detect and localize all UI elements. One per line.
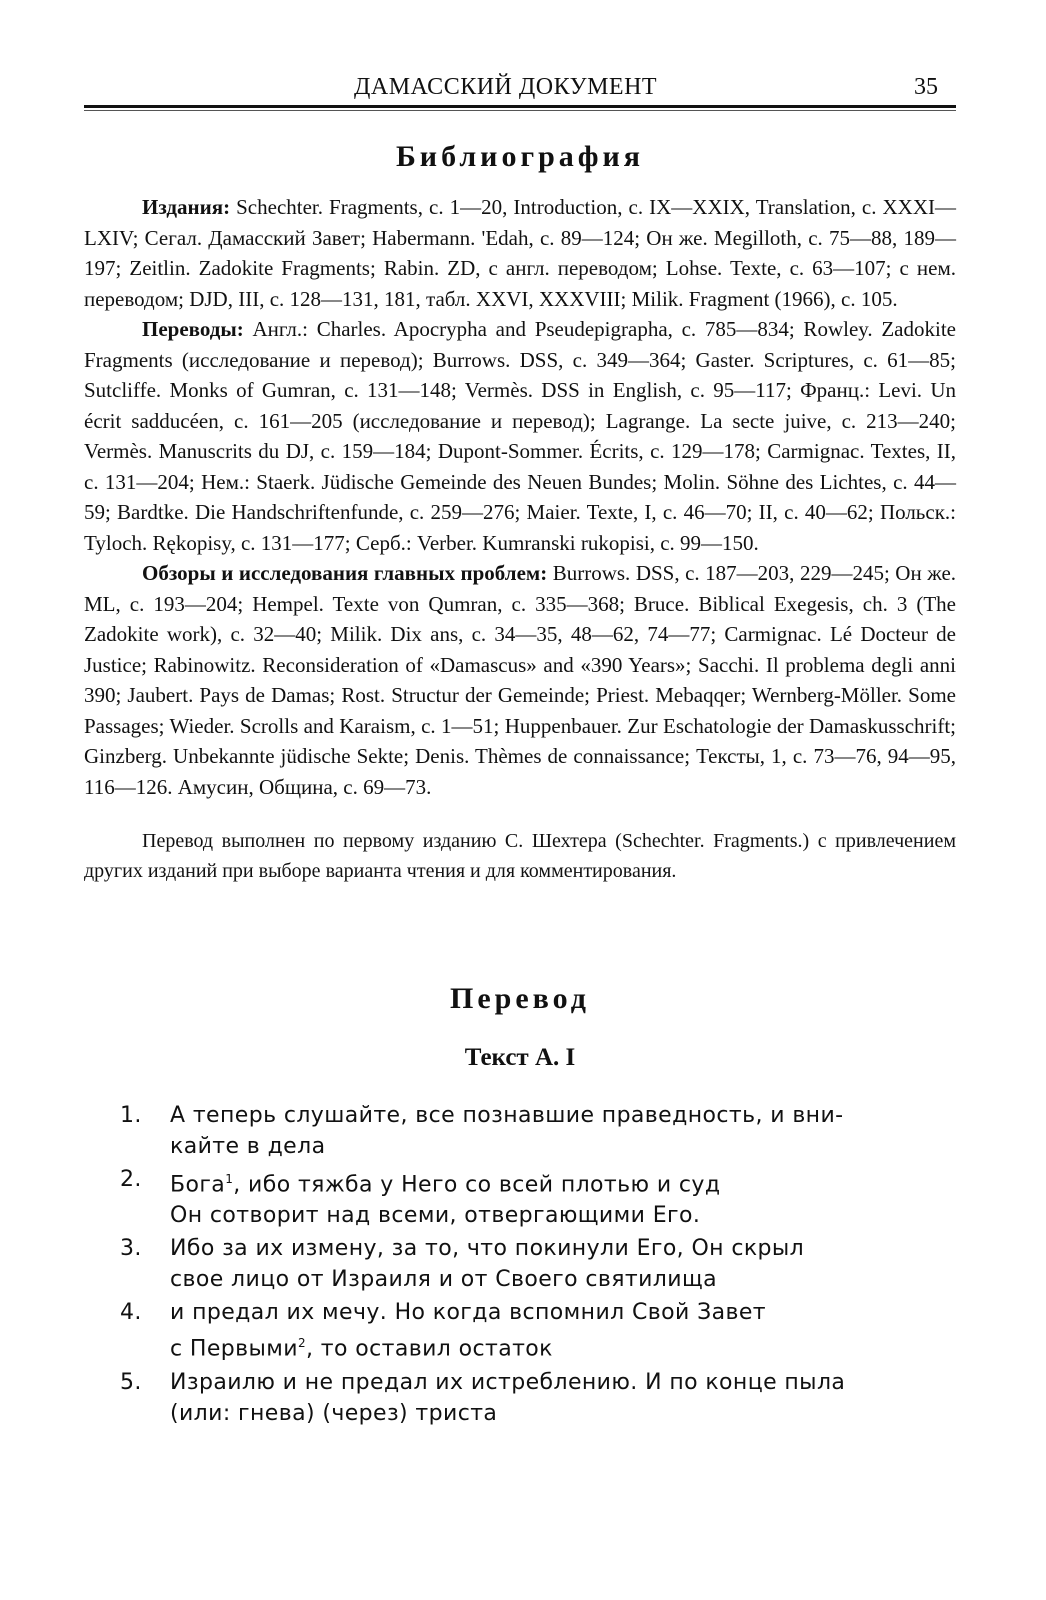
translation-title: Перевод bbox=[450, 982, 590, 1015]
footnote-marker: 1 bbox=[225, 1172, 234, 1186]
translations-paragraph bbox=[84, 314, 956, 558]
verse-text: , то оставил остаток bbox=[306, 1336, 553, 1362]
page-number: 35 bbox=[914, 74, 938, 100]
verse-text: Бога bbox=[170, 1172, 226, 1198]
running-title: ДАМАССКИЙ ДОКУМЕНТ bbox=[354, 74, 658, 100]
verse-item bbox=[84, 1233, 956, 1295]
editions-text: Schechter. Fragments, c. 1—20, Introduction, c. IX—XXIX, Translation, c. XXXI—LXIV; Сегал. Дамасский Завет; Habermann. 'Edah, c. 89—124; Он же. Megilloth, c. 75—88, 189—197; Zeitlin. Zadokite Fragments; Rabin. ZD, с англ. переводом; Lohse. Texte, c. 63—107; с нем. переводом; DJD, III, c. 128—131, 181, табл. XXVI, XXXVIII; Milik. Fragment (1966), c. 105. bbox=[84, 195, 957, 311]
verse-item bbox=[84, 1100, 956, 1162]
verse-line: Он сотворит над всеми, отвергающими Его. bbox=[170, 1203, 701, 1229]
surveys-label: Обзоры и исследования главных проблем: bbox=[142, 561, 548, 585]
verse-item bbox=[84, 1164, 956, 1231]
verse-line: А теперь слушайте, все познавшие праведность, и вни- bbox=[170, 1103, 844, 1128]
surveys-paragraph bbox=[84, 558, 956, 802]
translation-note bbox=[84, 826, 956, 886]
verse-item bbox=[84, 1367, 956, 1429]
surveys-text: Burrows. DSS, c. 187—203, 229—245; Он же. ML, c. 193—204; Hempel. Texte von Qumran, c. 335—368; Bruce. Biblical Exegesis, ch. 3 (The Zadokite work), c. 32—40; Milik. Dix ans, c. 34—35, 48—62, 74—77; Carmignac. Lé Docteur de Justice; Rabinowitz. Reconsideration of «Damascus» and «390 Years»; Sacchi. Il problema degli anni 390; Jaubert. Pays de Damas; Rost. Structur der Gemeinde; Priest. Mebaqqer; Wernberg-Möller. Some Passages; Wieder. Scrolls and Karaism, c. 1—51; Huppenbauer. Zur Eschatologie der Damaskusschrift; Ginzberg. Unbekannte jüdische Sekte; Denis. Thèmes de connaissance; Тексты, 1, c. 73—76, 94—95, 116—126. Амусин, Община, c. 69—73. bbox=[84, 561, 957, 799]
translation-note-text: Перевод выполнен по первому изданию С. Шехтера (Schechter. Fragments.) с привлечением других изданий при выборе варианта чтения и для комментирования. bbox=[84, 830, 956, 882]
verse-line: кайте в дела bbox=[170, 1134, 326, 1159]
text-subtitle: Текст А. I bbox=[464, 1044, 576, 1071]
translations-text: Англ.: Charles. Apocrypha and Pseudepigrapha, c. 785—834; Rowley. Zadokite Fragments (исследование и перевод); Burrows. DSS, c. 349—364; Gaster. Scriptures, c. 61—85; Sutcliffe. Monks of Gumran, c. 131—148; Vermès. DSS in English, c. 95—117; Франц.: Levi. Un écrit sadducéen, c. 161—205 (исследование и перевод); Lagrange. La secte juive, c. 213—240; Vermès. Manuscrits du DJ, c. 159—184; Dupont-Sommer. Écrits, c. 129—178; Carmignac. Textes, II, c. 131—204; Нем.: Staerk. Jüdische Gemeinde des Neuen Bundes; Molin. Söhne des Lichtes, c. 44—59; Bardtke. Die Handschriftenfunde, c. 259—276; Maier. Texte, I, c. 46—70; II, c. 40—62; Польск.: Tyloch. Rękopisy, c. 131—177; Серб.: Verber. Kumranski rukopisi, c. 99—150. bbox=[84, 317, 956, 555]
page bbox=[84, 60, 956, 1431]
editions-label: Издания: bbox=[142, 195, 231, 219]
verse-line: свое лицо от Израиля и от Своего святилища bbox=[170, 1267, 717, 1293]
verse-line: Ибо за их измену, за то, что покинули Его, Он скрыл bbox=[170, 1236, 805, 1262]
footnote-marker: 2 bbox=[297, 1336, 307, 1351]
editions-paragraph bbox=[84, 192, 956, 314]
verse-line: Израилю и не предал их истреблению. И по конце пыла bbox=[170, 1369, 846, 1395]
running-header bbox=[84, 60, 956, 104]
header-rule-thin bbox=[84, 110, 956, 111]
verse-text: ибо тяжба у Него со всей плотью и суд bbox=[248, 1172, 721, 1198]
bibliography-body bbox=[84, 192, 956, 802]
verse-number: 2. bbox=[120, 1167, 142, 1192]
header-rule bbox=[84, 105, 956, 108]
verse-line bbox=[170, 1328, 956, 1364]
verse-number: 3. bbox=[120, 1236, 142, 1262]
bibliography-title: Библиография bbox=[395, 140, 645, 173]
verse-line: Бога$^1$, ибо тяжба у Него со всей плотью и суд bbox=[170, 1172, 721, 1198]
translations-label: Переводы: bbox=[142, 317, 244, 341]
verse-item bbox=[84, 1297, 956, 1364]
verse-list bbox=[84, 1100, 956, 1429]
verse-line: (или: гнева) (через) триста bbox=[170, 1400, 498, 1426]
verse-text: с Первыми bbox=[170, 1336, 298, 1362]
verse-number: 5. bbox=[120, 1369, 142, 1395]
verse-number: 4. bbox=[120, 1300, 142, 1326]
verse-number: 1. bbox=[120, 1103, 142, 1128]
verse-line: и предал их мечу. Но когда вспомнил Свой Завет bbox=[170, 1300, 766, 1326]
